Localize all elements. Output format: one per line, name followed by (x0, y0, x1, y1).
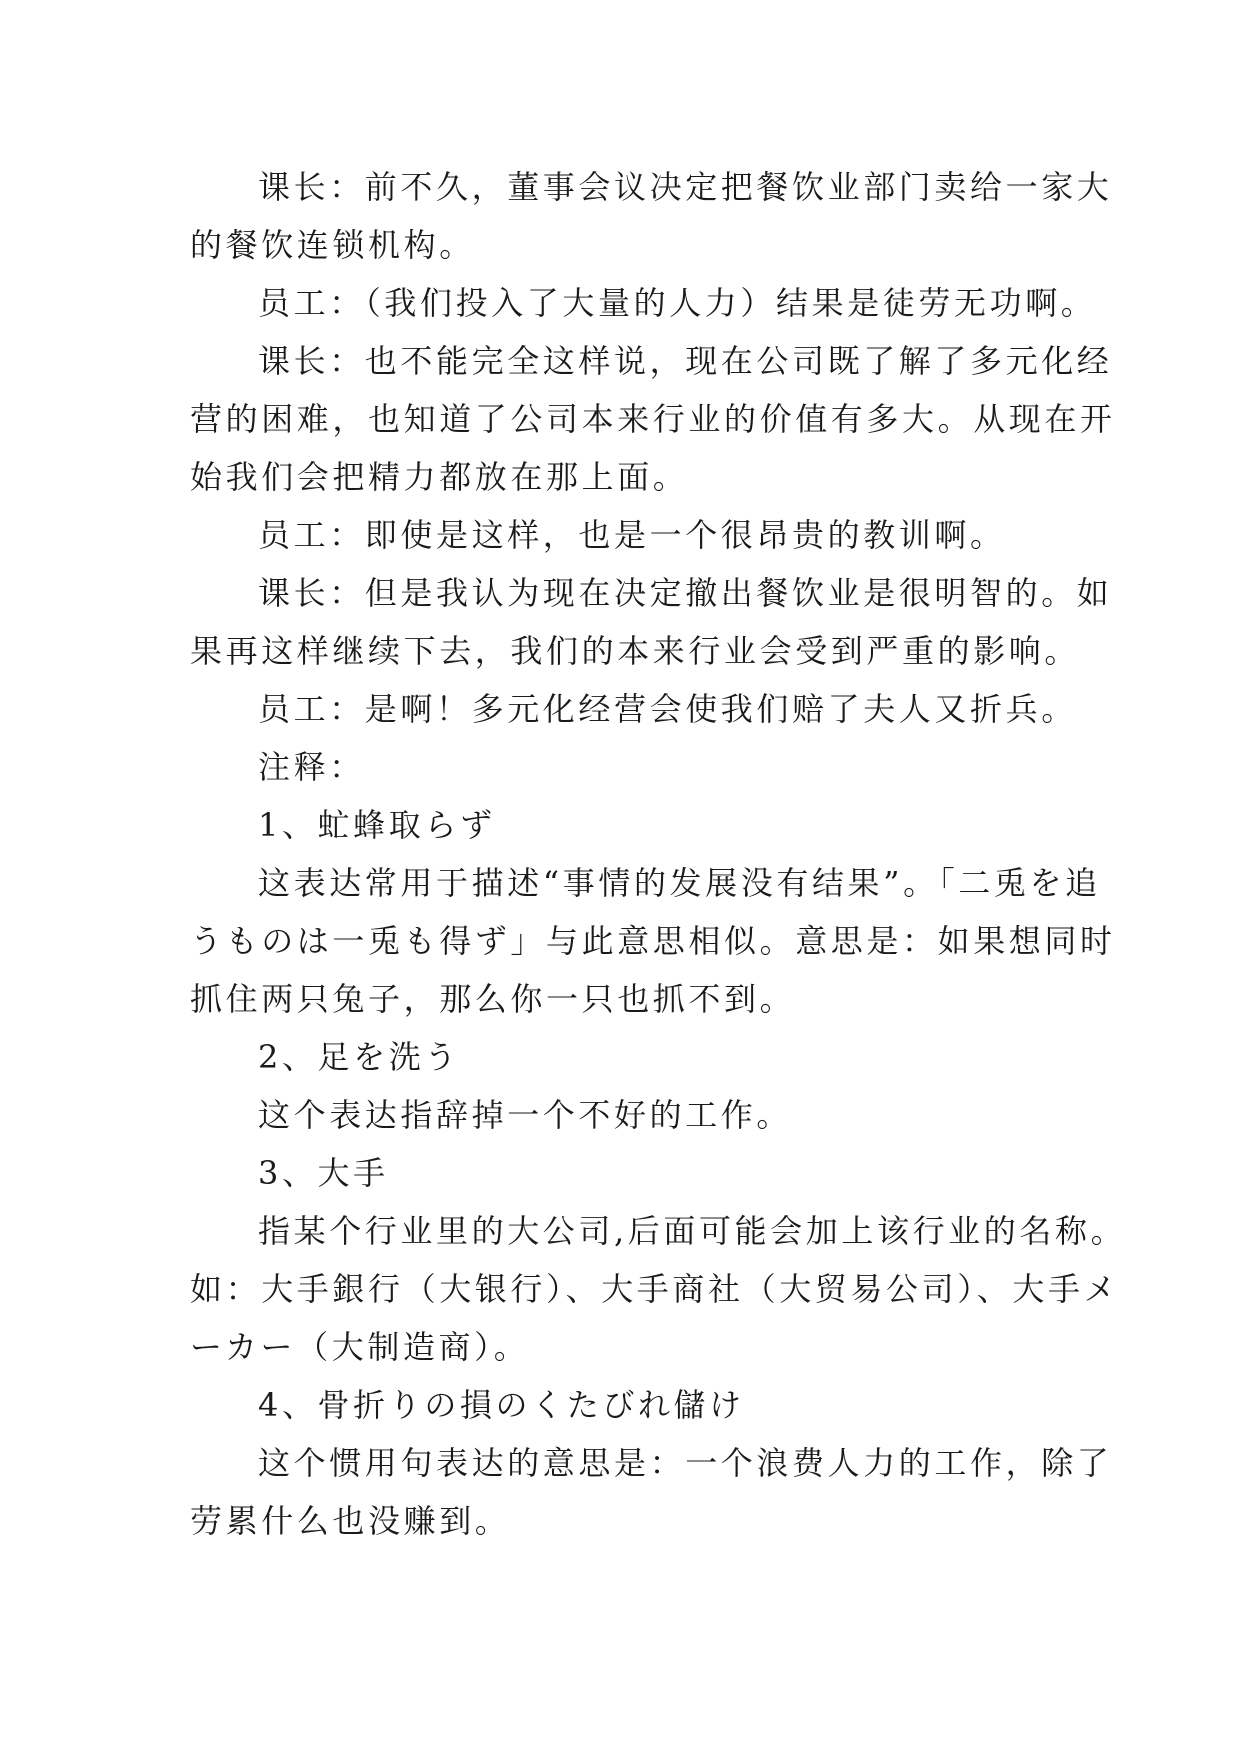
note-3-title: 3、大手 (258, 1154, 389, 1192)
text-line-7: 员工：即使是这样，也是一个很昂贵的教训啊。 (258, 516, 1006, 554)
notes-heading: 注释： (258, 748, 365, 786)
text-line-4: 课长：也不能完全这样说，现在公司既了解了多元化经 (258, 342, 1113, 380)
text-line-9: 果再这样继续下去，我们的本来行业会受到严重的影响。 (190, 632, 1081, 670)
text-line-10: 员工：是啊！多元化经营会使我们赔了夫人又折兵。 (258, 690, 1077, 728)
text-line-24: 劳累什么也没赚到。 (190, 1502, 511, 1540)
text-line-21: ーカー（大制造商）。 (190, 1328, 530, 1366)
text-line-15: 抓住两只兔子，那么你一只也抓不到。 (190, 980, 796, 1018)
text-line-6: 始我们会把精力都放在那上面。 (190, 458, 689, 496)
text-line-17: 这个表达指辞掉一个不好的工作。 (258, 1096, 793, 1134)
text-line-2: 的餐饮连锁机构。 (190, 226, 475, 264)
text-line-14: うものは一兎も得ず」与此意思相似。意思是：如果想同时 (190, 922, 1116, 960)
text-line-23: 这个惯用句表达的意思是：一个浪费人力的工作，除了 (258, 1444, 1113, 1482)
text-line-13: 这表达常用于描述“事情的发展没有结果”。「二兎を追 (258, 864, 1101, 902)
text-line-8: 课长：但是我认为现在决定撤出餐饮业是很明智的。如 (258, 574, 1113, 612)
text-line-19: 指某个行业里的大公司,后面可能会加上该行业的名称。 (258, 1212, 1127, 1250)
text-line-1: 课长：前不久，董事会议决定把餐饮业部门卖给一家大 (258, 168, 1113, 206)
document-body (190, 158, 1127, 1550)
text-line-5: 营的困难，也知道了公司本来行业的价值有多大。从现在开 (190, 400, 1116, 438)
note-2-title: 2、足を洗う (258, 1038, 460, 1076)
note-4-title: 4、骨折りの損のくたびれ儲け (258, 1386, 745, 1424)
text-line-3: 员工：（我们投入了大量的人力）结果是徒劳无功啊。 (258, 284, 1097, 322)
note-1-title: 1、虻蜂取らず (258, 806, 496, 844)
text-line-20: 如：大手銀行（大银行）、大手商社（大贸易公司）、大手メ (190, 1270, 1120, 1308)
